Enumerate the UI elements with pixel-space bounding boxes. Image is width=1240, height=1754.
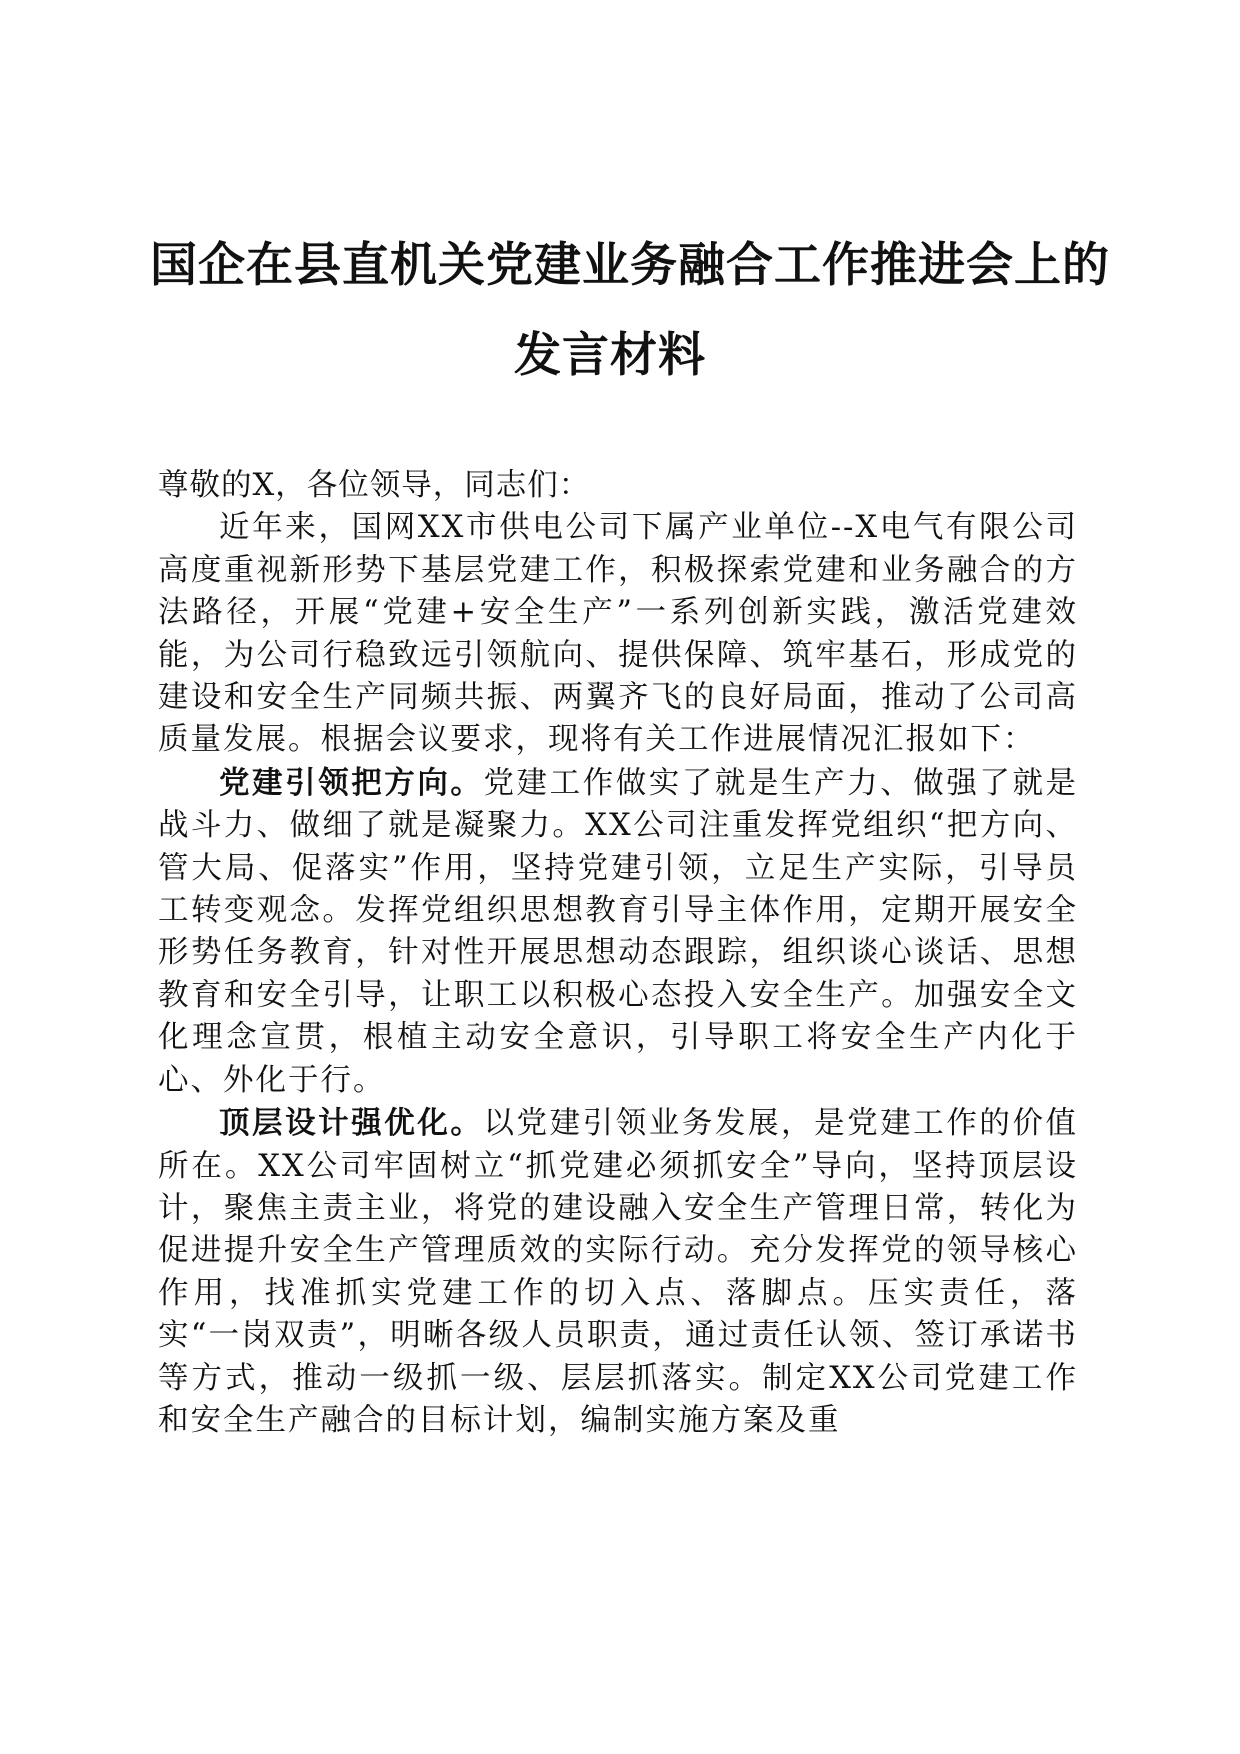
paragraph-party-leadership [158, 762, 1078, 1102]
paragraph-text: 以党建引领业务发展，是党建工作的价值所在。XX公司牢固树立“抓党建必须抓安全”导向，坚持顶层设计，聚焦主责主业，将党的建设融入安全生产管理日常，转化为促进提升安全生产管理质效的实际行动。充分发挥党的领导核心作用，找准抓实党建工作的切入点、落脚点。压实责任，落实“一岗双责”，明晰各级人员职责，通过责任认领、签订承诺书等方式，推动一级抓一级、层层抓落实。制定XX公司党建工作和安全生产融合的目标计划，编制实施方案及重 [158, 1106, 1079, 1438]
salutation: 尊敬的X，各位领导，同志们： [158, 468, 591, 503]
document-title-line-2: 发言材料 [514, 328, 706, 383]
paragraph-top-level-design [158, 1102, 1078, 1442]
paragraph-heading: 党建引领把方向。 [219, 764, 484, 801]
paragraph-heading: 顶层设计强优化。 [219, 1105, 484, 1142]
paragraph-intro [158, 507, 1078, 761]
document-body [158, 465, 1078, 1442]
paragraph-text: 近年来，国网XX市供电公司下属产业单位--X电气有限公司高度重视新形势下基层党建工作，积极探索党建和业务融合的方法路径，开展“党建+安全生产”一系列创新实践，激活党建效能，为公司行稳致远引领航向、提供保障、筑牢基石，形成党的建设和安全生产同频共振、两翼齐飞的良好局面，推动了公司高质量发展。根据会议要求，现将有关工作进展情况汇报如下： [158, 510, 1078, 758]
paragraph-text: 党建工作做实了就是生产力、做强了就是战斗力、做细了就是凝聚力。XX公司注重发挥党组织“把方向、管大局、促落实”作用，坚持党建引领，立足生产实际，引导员工转变观念。发挥党组织思想教育引导主体作用，定期开展安全形势任务教育，针对性开展思想动态跟踪，组织谈心谈话、思想教育和安全引导，让职工以积极心态投入安全生产。加强安全文化理念宣贯，根植主动安全意识，引导职工将安全生产内化于心、外化于行。 [158, 765, 1079, 1098]
document-title-line-1: 国企在县直机关党建业务融合工作推进会上的 [150, 238, 1110, 293]
